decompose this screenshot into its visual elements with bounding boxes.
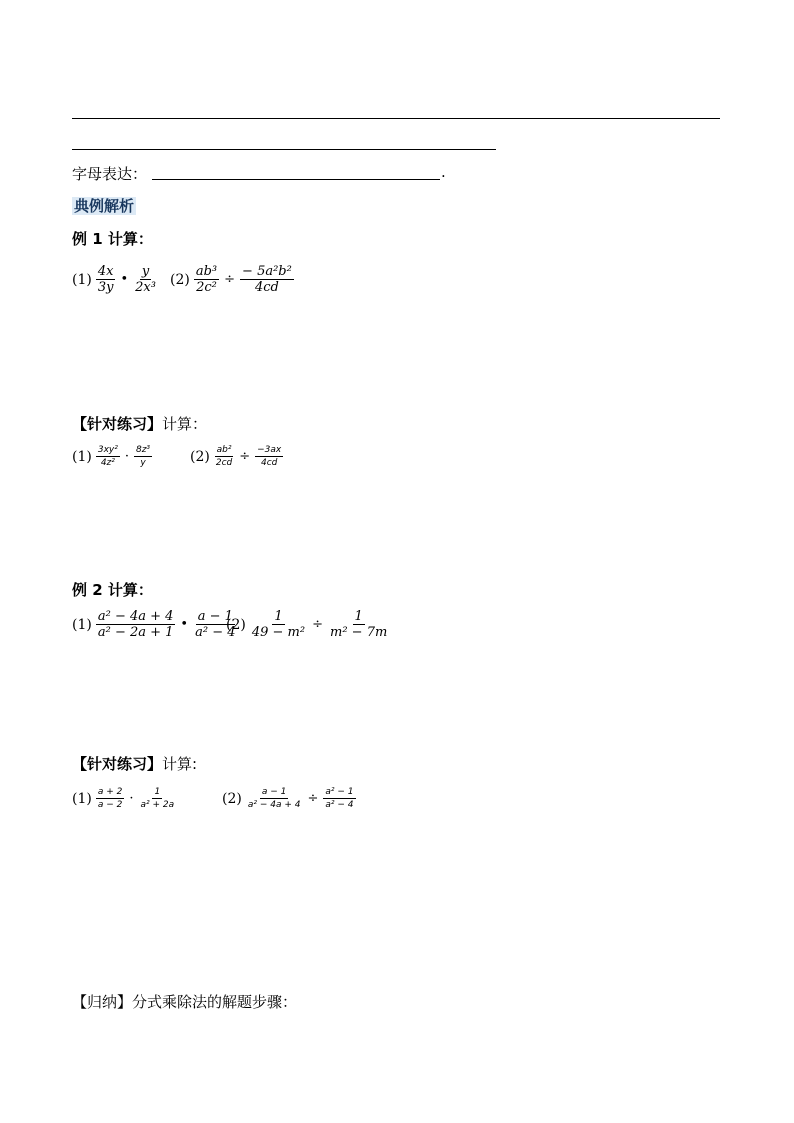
problem-label: (2) <box>170 271 190 288</box>
problem-label: (1) <box>72 616 92 633</box>
numerator: a + 2 <box>97 787 123 797</box>
fraction <box>246 786 303 811</box>
fraction <box>214 444 234 469</box>
problem-label: (2) <box>226 616 246 633</box>
section-title-wrap <box>72 195 136 216</box>
numerator: −3ax <box>257 445 282 455</box>
fraction <box>96 264 116 295</box>
example1-title: 例 1 计算： <box>72 230 153 248</box>
denominator: m² − 7m <box>330 625 388 640</box>
denominator: 2cd <box>215 458 233 468</box>
practice2-title <box>72 753 197 774</box>
fraction <box>96 786 125 811</box>
practice-bracket-label: 【针对练习】 <box>72 755 163 773</box>
example2-title: 例 2 计算： <box>72 581 153 599</box>
operator: ÷ <box>307 791 319 806</box>
fraction <box>96 609 176 640</box>
operator: • <box>180 617 189 632</box>
practice-instruction: 计算： <box>162 415 208 433</box>
example2-problem-2 <box>226 609 391 640</box>
letter-expression-blank <box>152 179 440 180</box>
example1-problem-1 <box>72 264 160 295</box>
numerator: 3xy² <box>97 445 118 455</box>
numerator: 1 <box>354 609 363 624</box>
problem-label: (1) <box>72 790 92 807</box>
answer-line-1 <box>72 118 720 119</box>
denominator: a² − 4 <box>325 800 354 810</box>
fraction <box>255 444 283 469</box>
denominator: a² − 2a + 1 <box>97 625 174 640</box>
numerator: a − 1 <box>197 609 233 624</box>
practice2-problem-2 <box>222 786 358 811</box>
operator: · <box>124 449 129 464</box>
fraction <box>133 264 158 295</box>
denominator: 49 − m² <box>251 625 306 640</box>
operator: · <box>129 791 134 806</box>
letter-expression-row <box>72 163 147 184</box>
numerator: y <box>141 264 150 279</box>
denominator: a² + 2a <box>140 800 175 810</box>
section-title: 典例解析 <box>74 197 135 215</box>
fraction <box>134 444 152 469</box>
practice2-problem-1 <box>72 786 178 811</box>
summary-title: 【归纳】分式乘除法的解题步骤： <box>72 993 298 1011</box>
numerator: a² − 1 <box>325 787 354 797</box>
numerator: 1 <box>274 609 283 624</box>
letter-expression-trail: . <box>441 163 446 181</box>
fraction <box>328 609 389 640</box>
denominator: 2x³ <box>135 280 156 295</box>
problem-label: (2) <box>190 448 210 465</box>
operator: ÷ <box>239 449 251 464</box>
denominator: 4z² <box>100 458 115 468</box>
denominator: a − 2 <box>97 800 123 810</box>
fraction <box>323 786 355 811</box>
numerator: ab³ <box>195 264 218 279</box>
practice1-problem-1 <box>72 444 154 469</box>
fraction <box>194 264 219 295</box>
denominator: a² − 4 <box>195 625 236 640</box>
problem-label: (1) <box>72 448 92 465</box>
denominator: 2c² <box>196 280 217 295</box>
numerator: − 5a²b² <box>242 264 292 279</box>
practice-instruction: 计算: <box>162 755 198 773</box>
numerator: 8z³ <box>135 445 151 455</box>
denominator: 3y <box>97 280 114 295</box>
operator: ÷ <box>312 617 323 632</box>
numerator: 4x <box>97 264 114 279</box>
problem-label: (1) <box>72 271 92 288</box>
denominator: 4cd <box>261 458 278 468</box>
practice1-title <box>72 413 207 434</box>
numerator: a − 1 <box>261 787 287 797</box>
denominator: y <box>140 458 146 468</box>
answer-line-2 <box>72 149 496 150</box>
denominator: a² − 4a + 4 <box>247 800 301 810</box>
numerator: 1 <box>154 787 161 797</box>
example2-problem-1 <box>72 609 239 640</box>
problem-label: (2) <box>222 790 242 807</box>
fraction <box>96 444 120 469</box>
example1-problem-2 <box>170 264 296 295</box>
fraction <box>240 264 294 295</box>
denominator: 4cd <box>255 280 279 295</box>
practice-bracket-label: 【针对练习】 <box>72 415 163 433</box>
fraction <box>139 786 177 811</box>
letter-expression-label: 字母表达： <box>72 165 148 183</box>
numerator: ab² <box>216 445 232 455</box>
numerator: a² − 4a + 4 <box>97 609 174 624</box>
operator: ÷ <box>224 272 236 287</box>
operator: • <box>120 272 129 287</box>
practice1-problem-2 <box>190 444 285 469</box>
fraction <box>250 609 307 640</box>
